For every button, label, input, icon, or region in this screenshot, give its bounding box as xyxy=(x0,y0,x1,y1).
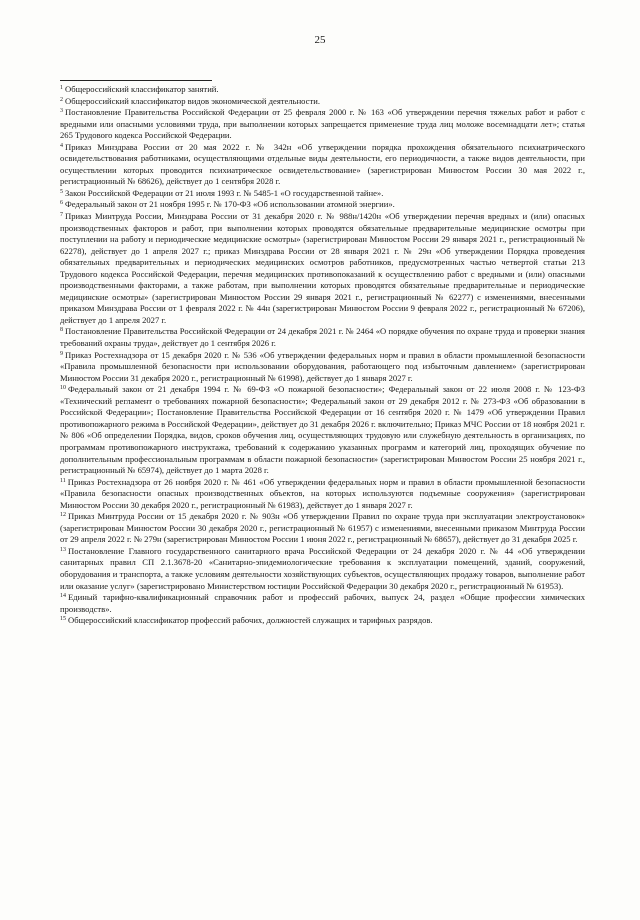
footnote-number: 15 xyxy=(60,616,66,623)
footnote-text: Общероссийский классификатор видов экономической деятельности. xyxy=(65,95,320,106)
footnote-12 xyxy=(60,511,585,546)
footnote-text: Приказ Минтруда России, Минздрава России от 31 декабря 2020 г. № 988н/1420н «Об утверждении перечня вредных и (или) опасных производственных факторов и работ, при выполнении которых проводятся обязательные предварительные медицинские осмотры при поступлении на работу и периодические медицинские осмотры» (зарегистрирован Минюстом России 29 января 2021 г., регистрационный № 62278), действует до 1 апреля 2027 г.; приказ Минздрава России от 28 января 2021 г. № 29н «Об утверждении Порядка проведения обязательных предварительных и периодических медицинских осмотров работников, предусмотренных частью четвертой статьи 213 Трудового кодекса Российской Федерации, перечня медицинских противопоказаний к осуществлению работ с вредными и (или) опасными производственными факторами, а также работам, при выполнении которых проводятся обязательные предварительные и периодические медицинские осмотры» (зарегистрирован Минюстом России 29 января 2021 г., регистрационный № 62277) с изменениями, внесенными приказом Минздрава России от 1 февраля 2022 г. № 44н (зарегистрирован Минюстом России 9 февраля 2022 г., регистрационный № 67206), действует до 1 апреля 2027 г. xyxy=(60,211,585,325)
footnote-text: Постановление Главного государственного санитарного врача Российской Федерации от 24 декабря 2020 г. № 44 «Об утверждении санитарных правил СП 2.1.3678-20 «Санитарно-эпидемиологические требования к эксплуатации помещений, зданий, сооружений, оборудования и транспорта, а также условиям деятельности хозяйствующих субъектов, осуществляющих продажу товаров, выполнение работ или оказание услуг» (зарегистрировано Министерством юстиции Российской Федерации 30 декабря 2020 г., регистрационный № 61953). xyxy=(60,545,585,591)
footnote-number: 6 xyxy=(60,200,63,207)
footnote-number: 5 xyxy=(60,188,63,195)
footnote-text: Постановление Правительства Российской Федерации от 24 декабря 2021 г. № 2464 «О порядке обучения по охране труда и проверки знания требований охраны труда», действует до 1 сентября 2026 г. xyxy=(60,326,585,349)
footnote-text: Общероссийский классификатор занятий. xyxy=(65,84,219,94)
footnote-text: Приказ Ростехнадзора от 26 ноября 2020 г. № 461 «Об утверждении федеральных норм и правил в области промышленной безопасности «Правила безопасности опасных производственных объектов, на которых используются подъемные сооружения» (зарегистрирован Минюстом России 30 декабря 2020 г., регистрационный № 61983), действует до 1 января 2027 г. xyxy=(60,476,585,510)
page-number: 25 xyxy=(314,34,326,46)
footnote-number: 3 xyxy=(60,108,63,115)
footnote-number: 4 xyxy=(60,142,63,149)
footnote-number: 13 xyxy=(60,546,66,553)
footnote-text: Закон Российской Федерации от 21 июля 1993 г. № 5485-1 «О государственной тайне». xyxy=(65,187,384,198)
footnote-6 xyxy=(60,199,585,211)
footnote-5 xyxy=(60,188,585,200)
footnote-number: 1 xyxy=(60,85,63,91)
footnote-text: Постановление Правительства Российской Федерации от 25 февраля 2000 г. № 163 «Об утверждении перечня тяжелых работ и работ с вредными или опасными условиями труда, при выполнении которых запрещается применение труда лиц моложе восемнадцати лет»; статья 265 Трудового кодекса Российской Федерации. xyxy=(60,107,585,141)
footnote-number: 10 xyxy=(60,385,66,392)
footnote-15 xyxy=(60,615,585,627)
footnote-7 xyxy=(60,211,585,326)
footnote-13 xyxy=(60,546,585,592)
footnote-2 xyxy=(60,96,585,108)
footnote-number: 12 xyxy=(60,512,66,519)
footnote-3 xyxy=(60,107,585,142)
footnote-text: Приказ Минтруда России от 15 декабря 2020 г. № 903н «Об утверждении Правил по охране труда при эксплуатации электроустановок» (зарегистрирован Минюстом России 30 декабря 2020 г., регистрационный № 61957) с изменениями, внесенными приказом Минтруда России от 29 апреля 2022 г. № 279н (зарегистрирован Минюстом России 1 июня 2022 г., регистрационный № 68657), действует до 31 декабря 2025 г. xyxy=(60,511,585,545)
footnote-8 xyxy=(60,326,585,349)
footnote-number: 11 xyxy=(60,477,66,484)
footnote-9 xyxy=(60,350,585,385)
footnote-14 xyxy=(60,592,585,615)
footnote-text: Приказ Минздрава России от 20 мая 2022 г. № 342н «Об утверждении порядка прохождения обязательного психиатрического освидетельствования работниками, осуществляющими отдельные виды деятельности, его периодичности, а также видов деятельности, при осуществлении которых проводится психиатрическое освидетельствование» (зарегистрирован Минюстом России 30 мая 2022 г., регистрационный № 68626), действует до 1 сентября 2028 г. xyxy=(60,141,585,187)
footnote-text: Приказ Ростехнадзора от 15 декабря 2020 г. № 536 «Об утверждении федеральных норм и правил в области промышленной безопасности «Правила промышленной безопасности при использовании оборудования, работающего под избыточным давлением» (зарегистрирован Минюстом России 31 декабря 2020 г., регистрационный № 61998), действует до 1 января 2027 г. xyxy=(60,349,585,383)
footnote-4 xyxy=(60,142,585,188)
footnote-text: Единый тарифно-квалификационный справочник работ и профессий рабочих, выпуск 24, раздел «Общие профессии химических производств». xyxy=(60,592,585,614)
footnote-number: 8 xyxy=(60,327,63,334)
footnote-text: Федеральный закон от 21 декабря 1994 г. № 69-ФЗ «О пожарной безопасности»; Федеральный закон от 22 июля 2008 г. № 123-ФЗ «Технический регламент о требованиях пожарной безопасности»; Федеральный закон от 29 декабря 2012 г. № 273-ФЗ «Об образовании в Российской Федерации»; Постановление Правительства Российской Федерации от 16 сентября 2020 г. № 1479 «Об утверждении Правил противопожарного режима в Российской Федерации», действует до 31 декабря 2026 г. включительно; Приказ МЧС России от 18 ноября 2021 г. № 806 «Об определении Порядка, видов, сроков обучения лиц, осуществляющих трудовую или служебную деятельность в организациях, по программам противопожарного инструктажа, требований к содержанию указанных программ и категорий лиц, проходящих обучение по дополнительным профессиональным программам в области пожарной безопасности» (зарегистрирован Минюстом России 25 ноября 2021 г., регистрационный № 65974), действует до 1 марта 2028 г. xyxy=(60,384,585,476)
footnote-text: Федеральный закон от 21 ноября 1995 г. № 170-ФЗ «Об использовании атомной энергии». xyxy=(65,199,395,210)
footnote-11 xyxy=(60,477,585,512)
footnote-10 xyxy=(60,384,585,476)
footnote-number: 2 xyxy=(60,96,63,103)
footnote-number: 9 xyxy=(60,350,63,357)
footnote-text: Общероссийский классификатор профессий рабочих, должностей служащих и тарифных разрядов. xyxy=(68,615,433,626)
footnote-number: 7 xyxy=(60,212,63,219)
footnotes-list xyxy=(60,84,585,627)
footnote-1 xyxy=(60,84,585,96)
footnote-number: 14 xyxy=(60,593,66,600)
footnote-separator xyxy=(60,80,212,81)
